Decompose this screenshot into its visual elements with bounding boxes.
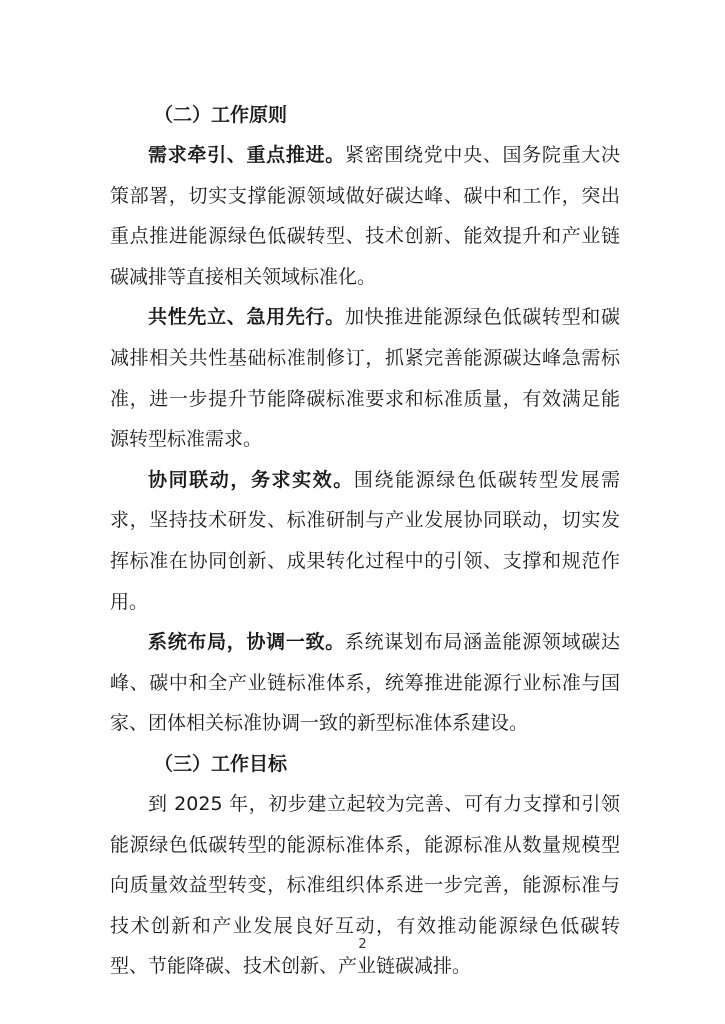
goals-paragraph: 到 2025 年，初步建立起较为完善、可有力支撑和引领能源绿色低碳转型的能源标准体系，能源标准从数量规模型向质量效益型转变，标准组织体系进一步完善，能源标准与技术创新和产业发展良好互动，有效推动能源绿色低碳转型、节能降碳、技术创新、产业链碳减排。 xyxy=(110,792,620,978)
principle-body: 加快推进能源绿色低碳转型和碳减排相关共性基础标准制修订，抓紧完善能源碳达峰急需标准，进一步提升节能降碳标准要求和标准质量，有效满足能源转型标准需求。 xyxy=(110,306,620,451)
principle-paragraph xyxy=(110,460,620,622)
principle-paragraph xyxy=(110,135,620,297)
principle-title: 系统布局，协调一致。 xyxy=(148,631,345,654)
section-heading-work-goals: （三）工作目标 xyxy=(154,752,288,775)
principle-body: 围绕能源绿色低碳转型发展需求，坚持技术研发、标准研制与产业发展协同联动，切实发挥标准在协同创新、成果转化过程中的引领、支撑和规范作用。 xyxy=(110,468,620,613)
principle-title: 共性先立、急用先行。 xyxy=(148,306,345,329)
principle-body: 紧密围绕党中央、国务院重大决策部署，切实支撑能源领域做好碳达峰、碳中和工作，突出重点推进能源绿色低碳转型、技术创新、能效提升和产业链碳减排等直接相关领域标准化。 xyxy=(110,144,620,288)
principle-paragraph xyxy=(110,622,620,744)
principle-paragraph xyxy=(110,297,620,459)
page-number: 2 xyxy=(358,937,367,952)
principle-title: 需求牵引、重点推进。 xyxy=(148,144,345,166)
section-heading-work-principles: （二）工作原则 xyxy=(154,104,288,126)
principle-title: 协同联动，务求实效。 xyxy=(148,468,354,491)
principle-body: 系统谋划布局涵盖能源领域碳达峰、碳中和全产业链标准体系，统筹推进能源行业标准与国家、团体相关标准协调一致的新型标准体系建设。 xyxy=(110,631,620,735)
page-content xyxy=(110,95,620,987)
